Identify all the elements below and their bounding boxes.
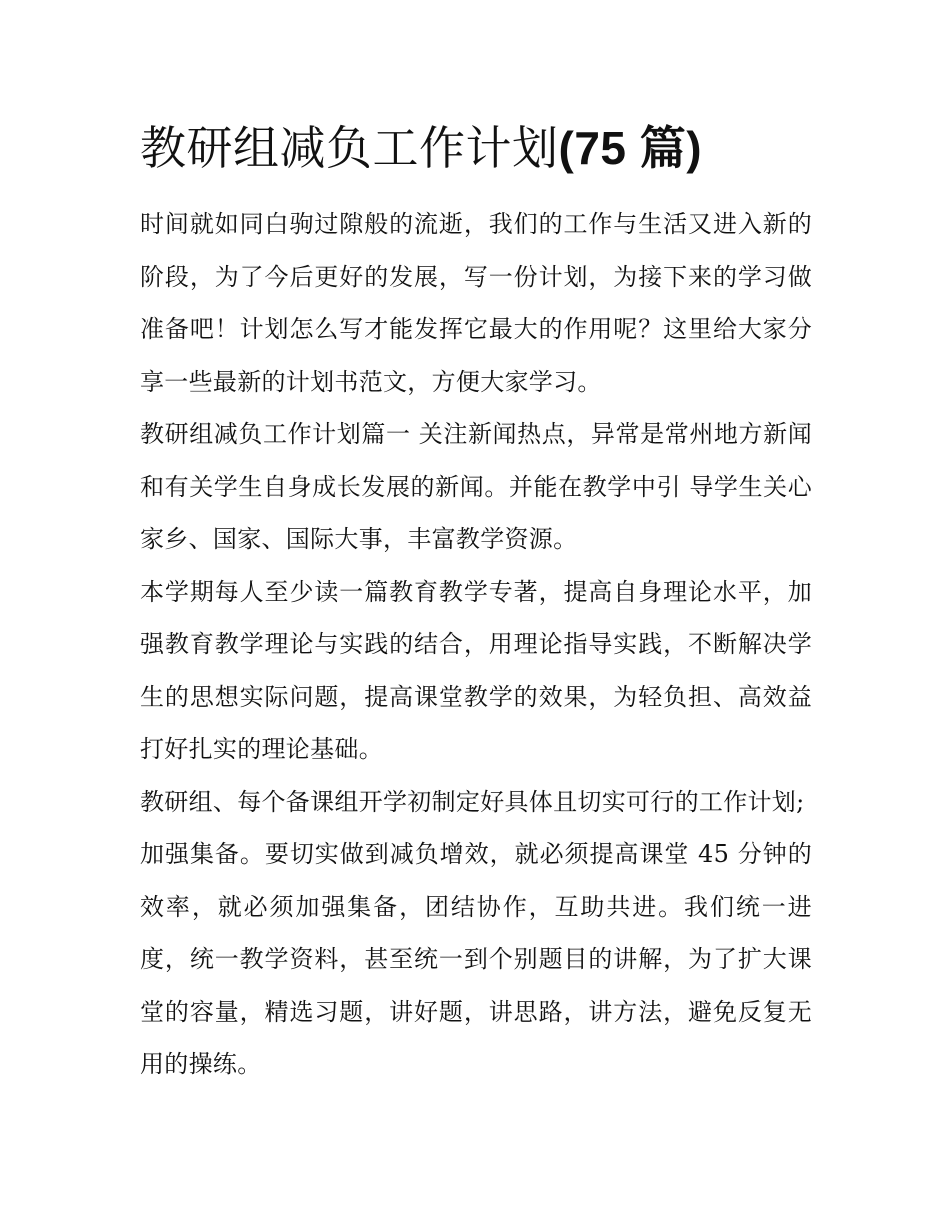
title-count-text: (75 篇)	[558, 122, 703, 174]
paragraph-intro: 时间就如同白驹过隙般的流逝，我们的工作与生活又进入新的阶段，为了今后更好的发展，写一份计划，为接下来的学习做准备吧！计划怎么写才能发挥它最大的作用呢？这里给大家分享一些最新的计划书范文，方便大家学习。	[140, 210, 812, 396]
paragraph-news-focus: 教研组减负工作计划篇一 关注新闻热点，异常是常州地方新闻和有关学生自身成长发展的新闻。并能在教学中引 导学生关心家乡、国家、国际大事，丰富教学资源。	[140, 420, 812, 553]
paragraph-work-plan: 教研组、每个备课组开学初制定好具体且切实可行的工作计划;	[140, 787, 805, 816]
title-main-text: 教研组减负工作计划	[140, 121, 559, 175]
document-title	[140, 112, 812, 184]
paragraph-collective-prep: 加强集备。要切实做到减负增效，就必须提高课堂 45 分钟的效率，就必须加强集备，团结协作，互助共进。我们统一进度，统一教学资料，甚至统一到个别题目的讲解，为了扩大课堂的容量，精选习题，讲好题，讲思路，讲方法，避免反复无用的操练。	[140, 840, 812, 1078]
document-body	[140, 112, 812, 1091]
paragraph-reading-study: 本学期每人至少读一篇教育教学专著，提高自身理论水平，加强教育教学理论与实践的结合，用理论指导实践，不断解决学生的思想实际问题，提高课堂教学的效果，为轻负担、高效益打好扎实的理论基础。	[140, 577, 812, 763]
